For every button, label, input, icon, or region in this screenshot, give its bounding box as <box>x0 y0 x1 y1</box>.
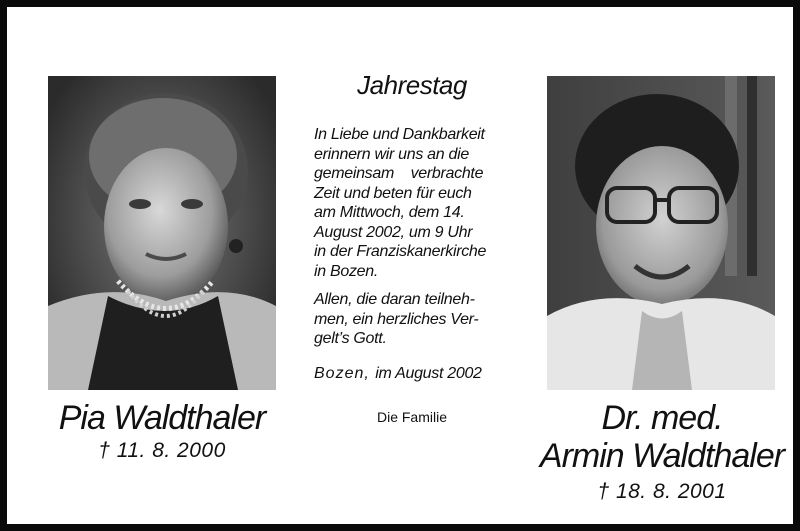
place-and-date <box>314 365 510 383</box>
portrait-man-image <box>547 76 775 390</box>
card-heading: Jahrestag <box>357 70 467 100</box>
paragraph-line: August 2002, um 9 Uhr <box>314 223 473 241</box>
family-signature: Die Familie <box>376 409 447 425</box>
death-date-right: † 18. 8. 2001 <box>597 480 727 503</box>
place-text: Bozen, <box>314 365 370 382</box>
deceased-name-right: Armin Waldthaler <box>539 437 785 475</box>
portrait-photo-pia <box>48 76 276 390</box>
death-date-left: † 11. 8. 2000 <box>98 439 226 462</box>
paragraph-line: Zeit und beten für euch <box>314 184 472 202</box>
portrait-woman-image <box>48 76 276 390</box>
paragraph-line: In Liebe und Dankbarkeit <box>314 126 485 143</box>
date-text: im August 2002 <box>375 365 482 382</box>
deceased-title-right: Dr. med. <box>601 399 723 437</box>
paragraph-line: gelt’s Gott. <box>314 330 387 347</box>
remembrance-paragraph <box>314 125 510 281</box>
paragraph-line: am Mittwoch, dem 14. <box>314 204 465 221</box>
paragraph-line: in Bozen. <box>314 262 379 280</box>
paragraph-line: gemeinsam verbrachte <box>314 165 484 182</box>
portrait-photo-armin <box>547 76 775 390</box>
deceased-name-left: Pia Waldthaler <box>58 399 266 437</box>
thanks-paragraph <box>314 290 510 349</box>
paragraph-line: Allen, die daran teilneh- <box>314 291 475 308</box>
paragraph-line: erinnern wir uns an die <box>314 145 469 163</box>
paragraph-line: in der Franziskanerkirche <box>314 243 487 260</box>
paragraph-line: men, ein herzliches Ver- <box>314 310 479 328</box>
